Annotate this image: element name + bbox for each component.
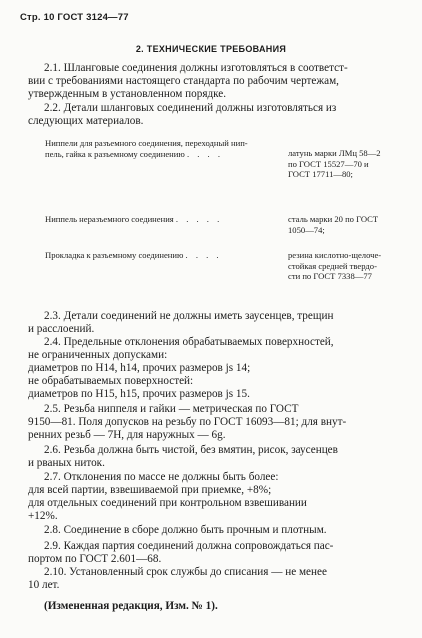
material-value-3 <box>288 250 408 282</box>
text-line: вии с требованиями настоящего стандарта по рабочим чертежам, <box>28 75 339 87</box>
text-line: Ниппель неразъемного соединения <box>45 214 174 224</box>
text-line: и рваных ниток. <box>28 457 105 469</box>
text-line: не ограниченных допусками: <box>28 349 168 361</box>
material-part-2 <box>45 214 277 225</box>
paragraph-2-9 <box>28 540 400 566</box>
text-line: следующих материалов. <box>28 115 144 127</box>
material-part-3 <box>45 250 277 261</box>
text-line: 2.8. Соединение в сборе должно быть прочным и плотным. <box>44 524 327 536</box>
section-title: 2. ТЕХНИЧЕСКИЕ ТРЕБОВАНИЯ <box>135 44 287 54</box>
text-line: ГОСТ 17711—80; <box>288 169 353 179</box>
text-line: Ниппели для разъемного соединения, переходный нип- <box>45 138 248 148</box>
text-line: 2.4. Предельные отклонения обрабатываемых поверхностей, <box>44 336 334 348</box>
paragraph-2-5 <box>28 403 400 442</box>
text-line: по ГОСТ 15527—70 и <box>288 158 369 169</box>
paragraph-2-3 <box>28 310 400 336</box>
text-line: ренних резьб — 7H, для наружных — 6g. <box>28 429 226 441</box>
text-line: и расслоений. <box>28 323 95 335</box>
text-line: 2.7. Отклонения по массе не должны быть более: <box>44 471 279 483</box>
text-line: 1050—74; <box>288 224 325 235</box>
text-line: сти по ГОСТ 7338—77 <box>288 271 372 281</box>
leader-dots: . . . . <box>186 148 223 159</box>
paragraph-2-7 <box>28 471 400 523</box>
text-line: портом по ГОСТ 2.601—68. <box>28 553 162 565</box>
page-header: Стр. 10 ГОСТ 3124—77 <box>20 12 129 23</box>
paragraph-2-8 <box>28 524 400 537</box>
text-line: стойкая средней твердо- <box>288 260 377 271</box>
text-line: 2.3. Детали соединений не должны иметь заусенцев, трещин <box>44 310 334 322</box>
material-value-1 <box>288 148 408 180</box>
material-value-2 <box>288 214 408 235</box>
text-line: пель, гайка к разъемному соединению <box>45 148 185 159</box>
text-line: для отдельных соединений при контрольном взвешивании <box>28 497 307 509</box>
material-part-1 <box>45 138 277 159</box>
text-line: 2.2. Детали шланговых соединений должны изготовляться из <box>44 102 337 114</box>
text-line: диаметров по H15, h15, прочих размеров js 15. <box>28 388 250 400</box>
text-line: 10 лет. <box>28 579 60 591</box>
text-line: резина кислотно-щелоче- <box>288 250 382 260</box>
text-line: 2.5. Резьба ниппеля и гайки — метрическая по ГОСТ <box>44 403 299 415</box>
text-line: 2.10. Установленный срок службы до списания — не менее <box>44 566 327 578</box>
text-line: 2.9. Каждая партия соединений должна сопровождаться пас- <box>44 540 334 552</box>
paragraph-2-1 <box>28 62 400 101</box>
text-line: 2.6. Резьба должна быть чистой, без вмятин, рисок, заусенцев <box>44 444 338 456</box>
text-line: не обрабатываемых поверхностей: <box>28 375 194 387</box>
text-line: 9150—81. Поля допусков на резьбу по ГОСТ 16093—81; для внут- <box>28 416 347 428</box>
text-line: диаметров по H14, h14, прочих размеров js 14; <box>28 362 251 374</box>
text-line: для всей партии, взвешиваемой при приемке, +8%; <box>28 484 272 496</box>
text-line: латунь марки ЛМц 58—2 <box>288 148 381 158</box>
text-line: +12%. <box>28 510 58 522</box>
revision-note <box>28 600 400 613</box>
paragraph-2-4 <box>28 336 400 401</box>
paragraph-2-2 <box>28 102 400 128</box>
leader-dots: . . . . . <box>175 214 223 224</box>
text-line: утвержденным в установленном порядке. <box>28 88 227 100</box>
leader-dots: . . . . <box>185 250 222 260</box>
text-line: сталь марки 20 по ГОСТ <box>288 214 379 224</box>
text-line: (Измененная редакция, Изм. № 1). <box>44 600 218 612</box>
paragraph-2-6 <box>28 444 400 470</box>
text-line: 2.1. Шланговые соединения должны изготовляться в соответст- <box>44 62 348 74</box>
paragraph-2-10 <box>28 566 400 592</box>
text-line: Прокладка к разъемному соединению <box>45 250 184 260</box>
